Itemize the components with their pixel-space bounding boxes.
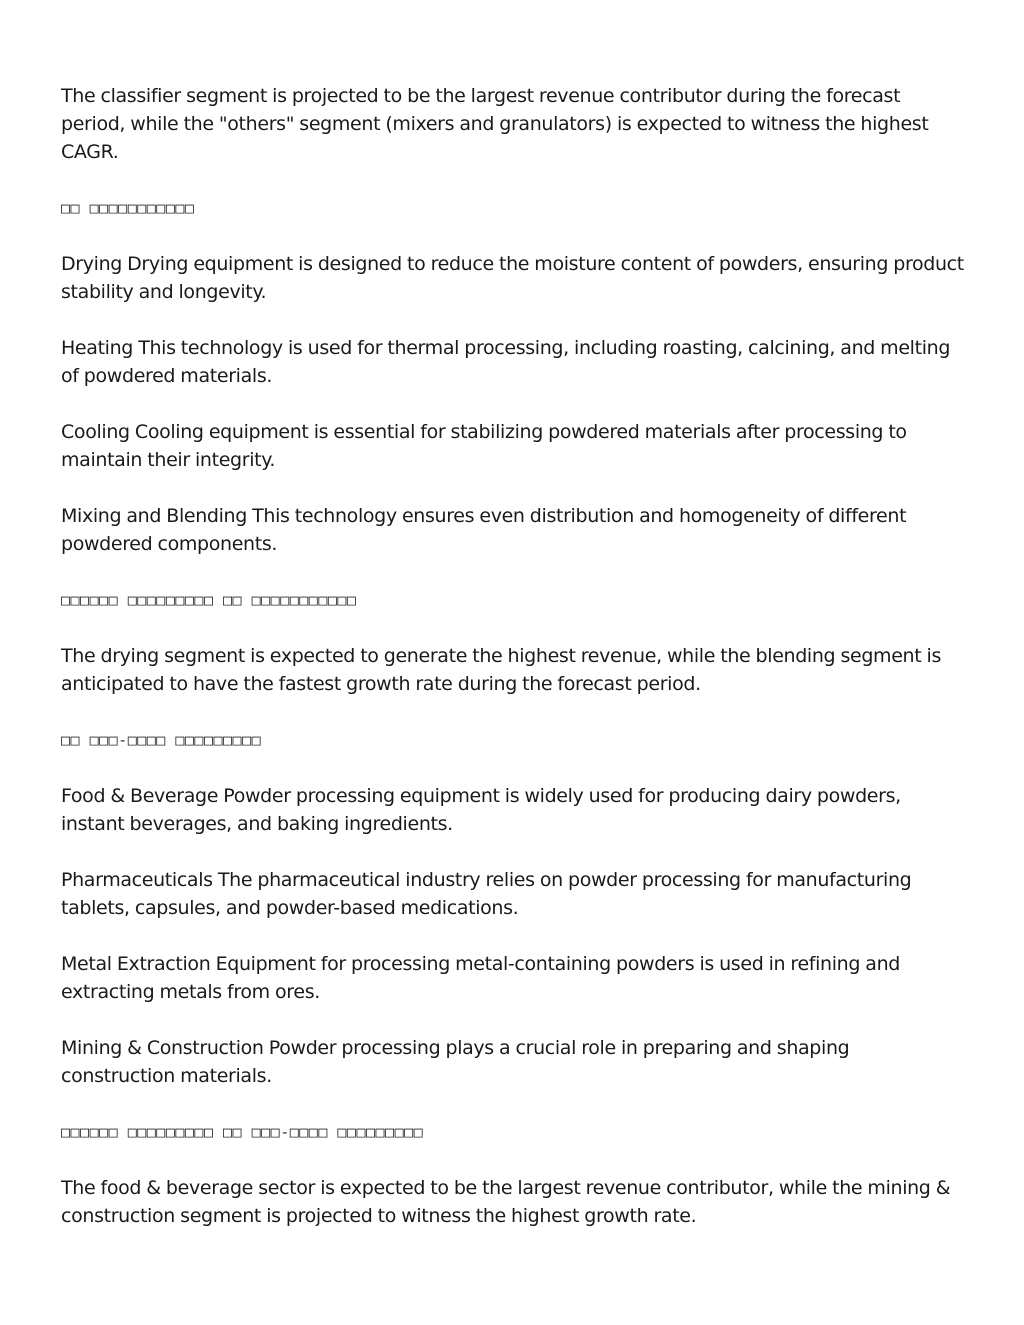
document-body <box>61 82 966 1258</box>
paragraph-pharmaceuticals: Pharmaceuticals The pharmaceutical industry relies on powder processing for manufacturing tablets, capsules, and powder-based medications. <box>61 869 912 919</box>
paragraph-metal-extraction: Metal Extraction Equipment for processing metal-containing powders is used in refining and extracting metals from ores. <box>61 953 900 1003</box>
section-heading-technology-outlook: □□□□□□ □□□□□□□□□ □□ □□□□□□□□□□□ <box>61 591 357 609</box>
section-heading-by-end-user: □□ □□□-□□□□ □□□□□□□□□ <box>61 731 262 749</box>
paragraph-cooling: Cooling Cooling equipment is essential for stabilizing powdered materials after processing to maintain their integrity. <box>61 421 907 471</box>
paragraph-technology-summary: The drying segment is expected to generate the highest revenue, while the blending segment is anticipated to have the fastest growth rate during the forecast period. <box>61 645 942 695</box>
paragraph-heating: Heating This technology is used for thermal processing, including roasting, calcining, and melting of powdered materials. <box>61 337 951 387</box>
paragraph-end-user-summary: The food & beverage sector is expected to be the largest revenue contributor, while the mining & construction segment is projected to witness the highest growth rate. <box>61 1177 951 1227</box>
paragraph-mining-construction: Mining & Construction Powder processing plays a crucial role in preparing and shaping construction materials. <box>61 1037 850 1087</box>
section-heading-end-user-outlook: □□□□□□ □□□□□□□□□ □□ □□□-□□□□ □□□□□□□□□ <box>61 1123 424 1141</box>
paragraph-food-beverage: Food & Beverage Powder processing equipment is widely used for producing dairy powders, instant beverages, and baking ingredients. <box>61 785 901 835</box>
section-heading-by-technology: □□ □□□□□□□□□□□ <box>61 199 195 217</box>
paragraph-drying: Drying Drying equipment is designed to reduce the moisture content of powders, ensuring product stability and longevity. <box>61 253 964 303</box>
paragraph-classifier-summary: The classifier segment is projected to be the largest revenue contributor during the forecast period, while the "others" segment (mixers and granulators) is expected to witness the highest CAGR. <box>61 85 929 163</box>
paragraph-mixing-blending: Mixing and Blending This technology ensures even distribution and homogeneity of different powdered components. <box>61 505 907 555</box>
